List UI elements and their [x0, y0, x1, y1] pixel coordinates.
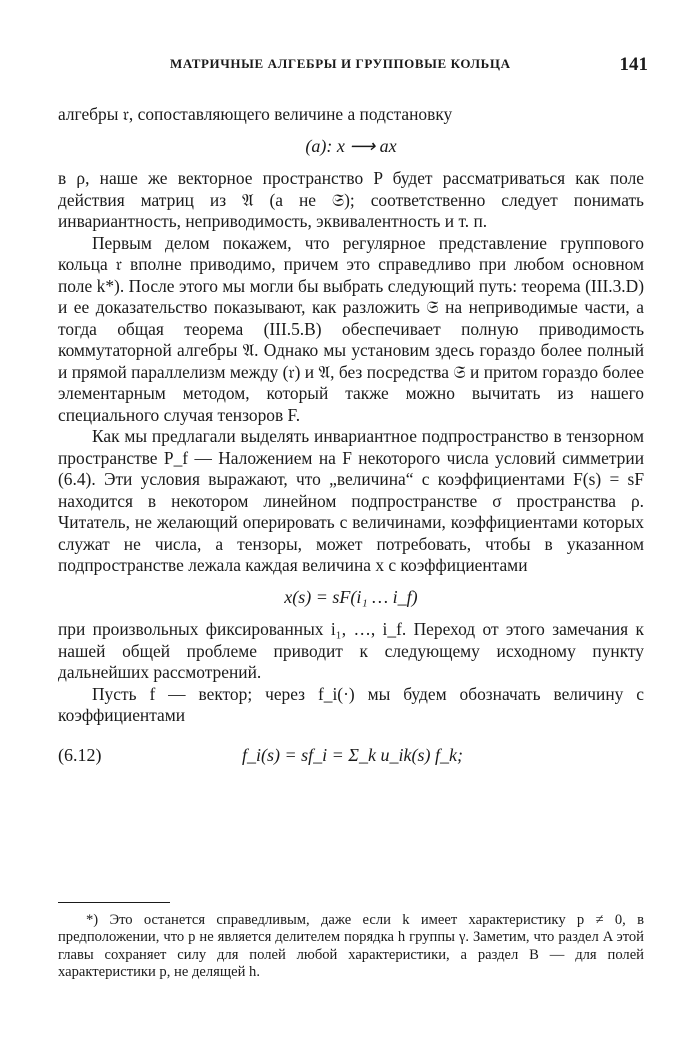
footnote: [58, 912, 644, 982]
equation-body: f_i(s) = sf_i = Σ_k u_ik(s) f_k;: [242, 744, 463, 765]
formula-quantity: x(s) = sF(i₁ … i_f): [284, 586, 418, 607]
paragraph: при произвольных фиксированных i₁, …, i_f. Переход от этого замечания к нашей общей проблеме приводит к следующему исходному пункту дальнейших рассмотрений.: [58, 619, 644, 682]
numbered-equation: [58, 739, 644, 781]
equation-number: (6.12): [58, 744, 102, 765]
formula-substitution: (a): x ⟶ ax: [305, 135, 397, 156]
text-line: алгебры 𝔯, сопоставляющего величине a подстановку: [58, 104, 453, 124]
footnote-text: *) Это останется справедливым, даже если k имеет характеристику p ≠ 0, в предположении, что p не является делителем порядка h группы γ. Заметим, что раздел A этой главы сохраняет силу для полей любой характеристики, а раздел B — для полей характеристики p, не делящей h.: [58, 912, 644, 981]
paragraph: Как мы предлагали выделять инвариантное подпространство в тензорном пространстве P_f — Наложением на F некоторого числа условий симметрии (6.4). Эти условия выражают, что „величина“ с коэффициентами F(s) = sF находится в некотором линейном подпространстве σ пространства ρ. Читатель, не желающий оперировать с величинами, коэффициентами которых служат не числа, а тензоры, может потребовать, чтобы в указанном подпространстве лежала каждая величина x с коэффициентами: [58, 426, 644, 575]
paragraph: Первым делом покажем, что регулярное представление группового кольца 𝔯 вполне приводимо, причем это справедливо при любом основном поле k*). После этого мы могли бы выбрать следующий путь: теорема (III.3.D) и ее доказательство показывают, как разложить 𝔖 на неприводимые части, а тогда общая теорема (III.5.B) обеспечивает полную приводимость коммутаторной алгебры 𝔄. Однако мы установим здесь гораздо более полный и прямой параллелизм между (𝔯) и 𝔄, без посредства 𝔖 и притом гораздо более элементарным методом, который также можно вычитать из нашего специального случая тензоров F.: [58, 232, 644, 425]
paragraph: в ρ, наше же векторное пространство P будет рассматриваться как поле действия матриц из 𝔄 (а не 𝔖); соответственно следует понимать инвариантность, неприводимость, эквивалентность и т. п.: [58, 168, 644, 231]
footnote-divider: [58, 902, 170, 903]
page-header: [60, 54, 648, 78]
running-title: МАТРИЧНЫЕ АЛГЕБРЫ И ГРУППОВЫЕ КОЛЬЦА: [170, 56, 511, 71]
main-text: [58, 104, 644, 781]
paragraph: Пусть f — вектор; через f_i(·) мы будем обозначать величину с коэффициентами: [58, 683, 644, 725]
page-number: 141: [619, 54, 648, 75]
